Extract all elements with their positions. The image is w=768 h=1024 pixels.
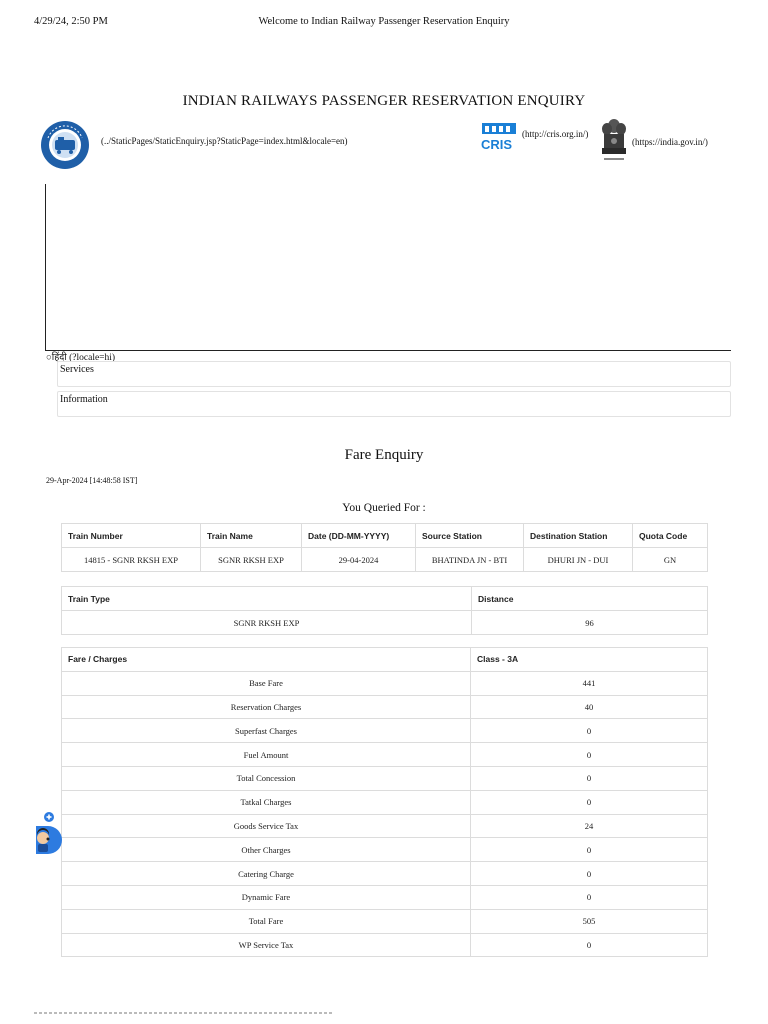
train-number-value: 14815 - SGNR RKSH EXP [62,548,201,572]
fare-charge-value: 0 [471,719,708,743]
query-header-row [62,524,708,548]
header-train-number: Train Number [62,524,201,548]
page-title: INDIAN RAILWAYS PASSENGER RESERVATION ENQUIRY [182,93,586,109]
table-row [62,766,708,790]
table-row [62,885,708,909]
header-quota-code: Quota Code [633,524,708,548]
table-row [62,671,708,695]
fare-charge-value: 0 [471,838,708,862]
fare-charge-name: Tatkal Charges [62,790,471,814]
table-row [62,933,708,957]
indian-railways-logo-icon[interactable] [40,120,90,170]
hindi-language-link[interactable]: ○हिंदी (?locale=hi) [46,353,116,363]
cris-logo-icon[interactable] [480,121,520,153]
fare-charge-value: 40 [471,695,708,719]
fare-charge-value: 0 [471,743,708,767]
train-type-table [61,586,708,635]
table-row [62,790,708,814]
print-title: Welcome to Indian Railway Passenger Reservation Enquiry [258,16,510,27]
cris-link[interactable]: (http://cris.org.in/) [522,129,589,139]
svg-text:CRIS: CRIS [481,137,513,152]
table-row [62,909,708,933]
quota-code-value: GN [633,548,708,572]
fare-charge-name: Dynamic Fare [62,885,471,909]
fare-charge-value: 0 [471,790,708,814]
header-train-name: Train Name [201,524,302,548]
fare-header-row [62,648,708,672]
fare-charge-name: Total Fare [62,909,471,933]
banner-frame [45,184,731,351]
fare-charge-name: Reservation Charges [62,695,471,719]
enquiry-timestamp: 29-Apr-2024 [14:48:58 IST] [46,476,138,485]
header-fare-charges: Fare / Charges [62,648,471,672]
services-accordion[interactable] [57,361,731,387]
fare-rows [62,671,708,957]
fare-table [61,647,708,957]
fare-charge-name: Other Charges [62,838,471,862]
information-accordion[interactable] [57,391,731,417]
fare-charge-value: 24 [471,814,708,838]
header-train-type: Train Type [62,587,472,611]
national-emblem-icon[interactable] [598,116,630,166]
fare-charge-name: Superfast Charges [62,719,471,743]
fare-charge-value: 441 [471,671,708,695]
header-distance: Distance [472,587,708,611]
table-row [62,814,708,838]
fare-enquiry-title: Fare Enquiry [344,447,424,463]
fare-charge-name: Total Concession [62,766,471,790]
fare-charge-name: Catering Charge [62,862,471,886]
train-name-value: SGNR RKSH EXP [201,548,302,572]
query-table [61,523,708,572]
date-value: 29-04-2024 [302,548,416,572]
table-row [62,548,708,572]
fare-charge-value: 0 [471,933,708,957]
fare-charge-value: 505 [471,909,708,933]
distance-value: 96 [472,611,708,635]
source-station-value: BHATINDA JN - BTI [416,548,524,572]
table-row [62,719,708,743]
table-row [62,611,708,635]
header-date: Date (DD-MM-YYYY) [302,524,416,548]
home-link[interactable]: (../StaticPages/StaticEnquiry.jsp?StaticPage=index.html&locale=en) [101,136,348,146]
fare-charge-value: 0 [471,862,708,886]
print-date: 4/29/24, 2:50 PM [34,16,108,27]
services-label: Services [60,364,94,375]
information-label: Information [60,394,108,405]
fare-charge-value: 0 [471,766,708,790]
table-row [62,743,708,767]
fare-charge-name: Fuel Amount [62,743,471,767]
header-destination-station: Destination Station [524,524,633,548]
print-footer [34,1003,734,1009]
chat-assistant-icon[interactable] [34,812,62,856]
table-row [62,838,708,862]
fare-charge-value: 0 [471,885,708,909]
fare-charge-name: WP Service Tax [62,933,471,957]
queried-for-label: You Queried For : [342,502,426,514]
destination-station-value: DHURI JN - DUI [524,548,633,572]
header-class: Class - 3A [471,648,708,672]
fare-charge-name: Base Fare [62,671,471,695]
india-gov-link[interactable]: (https://india.gov.in/) [632,137,708,147]
table-row [62,862,708,886]
header-source-station: Source Station [416,524,524,548]
table-row [62,695,708,719]
fare-charge-name: Goods Service Tax [62,814,471,838]
train-type-value: SGNR RKSH EXP [62,611,472,635]
type-header-row [62,587,708,611]
